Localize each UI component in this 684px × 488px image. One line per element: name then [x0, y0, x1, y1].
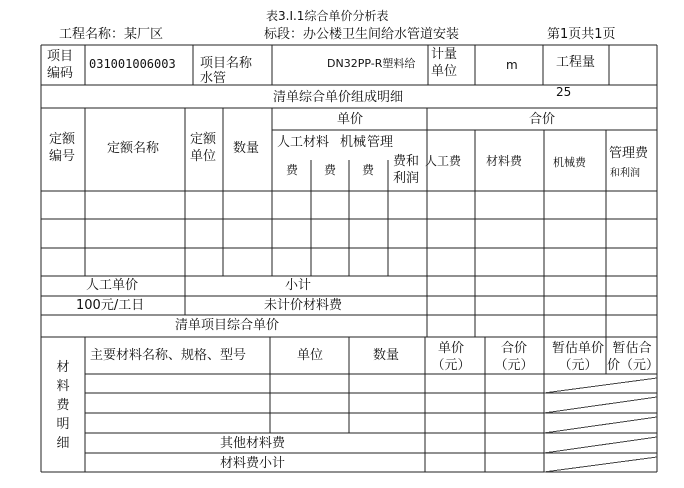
estimated-total-header: 暂估合价（元） — [607, 341, 660, 373]
subtotal-label: 小计 — [285, 278, 312, 293]
item-name-label: 项目名称水管 — [200, 56, 253, 86]
quantity-header: 数量 — [233, 141, 260, 156]
material-total-header: 合价（元） — [494, 341, 534, 373]
total-price-header: 合价 — [529, 112, 556, 127]
project-name: 工程名称：某厂区 — [59, 27, 164, 42]
sub-machine-header: 机械 — [340, 135, 367, 150]
estimated-unit-price-header: 暂估单价（元） — [551, 341, 604, 373]
unit-label: 计量单位 — [431, 47, 458, 79]
item-code-label: 项目编码 — [47, 49, 74, 81]
main-material-header: 主要材料名称、规格、型号 — [90, 348, 247, 363]
quantity-value: 25 — [556, 85, 572, 99]
fee-header-3: 费 — [362, 163, 375, 177]
quota-unit-header: 定额单位 — [190, 132, 217, 164]
management-fee-header: 管理费 — [609, 146, 649, 161]
material-quantity-header: 数量 — [373, 348, 400, 363]
fee-profit-header: 费和利润 — [393, 154, 420, 186]
unpriced-material-label: 未计价材料费 — [264, 298, 343, 313]
machine-fee-header: 机械费 — [553, 156, 586, 169]
unit-value: m — [506, 58, 518, 72]
sub-labor-header: 人工 — [277, 135, 304, 150]
quota-number-header: 定额编号 — [49, 132, 76, 164]
document-title: 表3.I.1综合单价分析表 — [266, 9, 389, 23]
material-unit-header: 单位 — [297, 348, 324, 363]
fee-header-1: 费 — [286, 163, 299, 177]
labor-unit-price-value: 100元/工日 — [76, 298, 145, 313]
sub-management-header: 管理 — [367, 135, 394, 150]
management-profit-header: 和利润 — [610, 168, 640, 179]
labor-fee-header: 人工费 — [425, 154, 462, 168]
unit-price-header: 单价 — [337, 112, 364, 127]
quota-name-header: 定额名称 — [107, 141, 160, 156]
section-name: 标段：办公楼卫生间给水管道安装 — [264, 27, 460, 42]
quantity-label: 工程量 — [556, 55, 596, 70]
composition-title: 清单综合单价组成明细 — [273, 90, 404, 105]
labor-unit-price-label: 人工单价 — [86, 278, 139, 293]
item-code-value: 031001006003 — [89, 57, 176, 71]
material-fee-header: 材料费 — [486, 154, 523, 168]
item-name-value: DN32PP-R塑料给 — [327, 57, 416, 70]
other-material-fee-label: 其他材料费 — [220, 436, 286, 451]
material-unit-price-header: 单价（元） — [431, 341, 471, 373]
material-detail-side-label: 材 料 费 明 细 — [56, 360, 70, 451]
item-unit-price-label: 清单项目综合单价 — [175, 318, 280, 333]
fee-header-2: 费 — [324, 163, 337, 177]
material-subtotal-label: 材料费小计 — [220, 456, 286, 471]
page-number: 第1页共1页 — [547, 27, 616, 42]
sub-material-header: 材料 — [303, 135, 330, 150]
